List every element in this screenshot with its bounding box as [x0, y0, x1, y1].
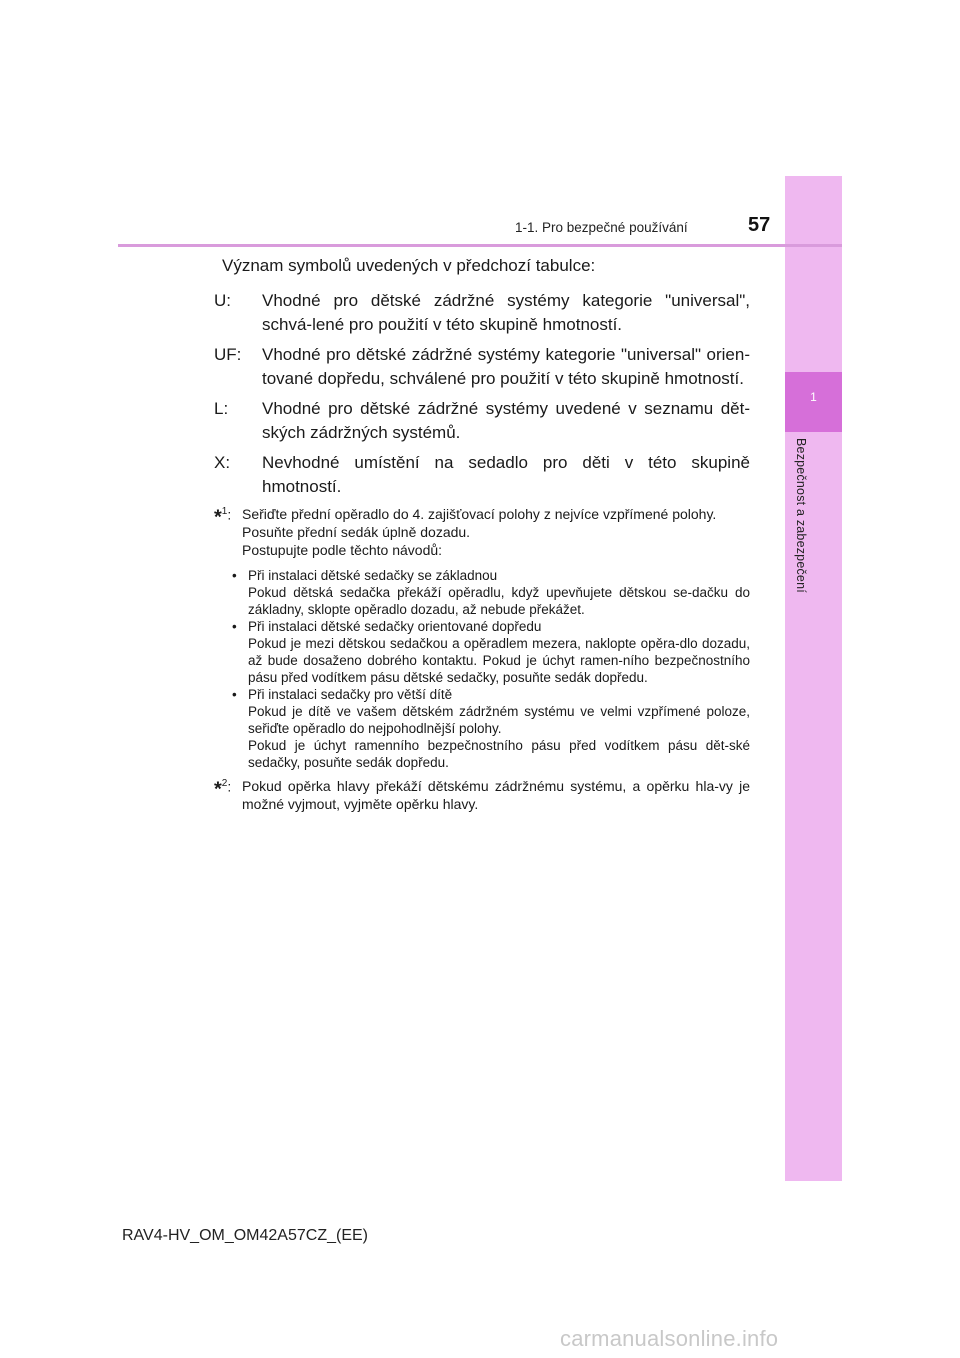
- intro-text: Význam symbolů uvedených v předchozí tabulce:: [222, 256, 596, 275]
- footnote-number: 2: [221, 778, 228, 789]
- definition-key: X:: [214, 453, 231, 472]
- list-item-title: • Při instalaci sedačky pro větší dítě: [248, 687, 453, 702]
- watermark-link[interactable]: carmanualsonline.info: [560, 1326, 779, 1351]
- definition-key: UF:: [214, 345, 242, 364]
- definition-x: [210, 451, 750, 499]
- footnote-1-line-2: Posuňte přední sedák úplně dozadu.: [242, 524, 471, 540]
- footnote-marker: [214, 503, 231, 527]
- footnote-marker: [214, 775, 231, 799]
- footnote-1-line-1: Seřiďte přední opěradlo do 4. zajišťovací polohy z nejvíce vzpřímené polohy.: [242, 506, 717, 522]
- list-item-body: Pokud dětská sedačka překáží opěradlu, když upevňujete dětskou se-dačku do základny, sklopte opěradlo dozadu, až nebude překážet.: [248, 585, 750, 617]
- document-code: RAV4-HV_OM_OM42A57CZ_(EE): [122, 1227, 368, 1244]
- list-item: [230, 567, 750, 618]
- definition-l: [210, 397, 750, 445]
- instructions-list: [210, 567, 750, 771]
- definition-key: L:: [214, 399, 229, 418]
- list-item: [230, 618, 750, 686]
- list-item-title: • Při instalaci dětské sedačky orientované dopředu: [248, 619, 542, 634]
- list-item: [230, 686, 750, 771]
- header-rule: [118, 244, 842, 247]
- footnote-star: *: [214, 778, 222, 801]
- footnote-number: 1: [221, 506, 228, 517]
- section-title: 1-1. Pro bezpečné používání: [515, 220, 688, 235]
- main-content: [210, 255, 750, 813]
- definition-key: U:: [214, 291, 231, 310]
- side-tab-number: 1: [810, 390, 817, 404]
- definition-text: Vhodné pro dětské zádržné systémy kategorie "universal" orien-tované dopředu, schválené pro použití v této skupině hmotností.: [262, 345, 750, 388]
- list-item-title: • Při instalaci dětské sedačky se základnou: [248, 568, 498, 583]
- side-tab: [785, 176, 842, 1181]
- page-number: 57: [748, 214, 771, 236]
- footnote-1: [210, 505, 750, 559]
- list-item-body: Pokud je mezi dětskou sedačkou a opěradlem mezera, naklopte opěra-dlo dozadu, až bude dosaženo dobrého kontaktu. Pokud je úchyt ramen-ního bezpečnostního pásu před vodítkem pásu dětské sedačky, posuňte sedák dopředu.: [248, 636, 750, 685]
- list-item-body-2: Pokud je úchyt ramenního bezpečnostního pásu před vodítkem pásu dět-ské sedačky, posuňte sedák dopředu.: [248, 738, 750, 770]
- footnote-2: [210, 777, 750, 813]
- definition-uf: [210, 343, 750, 391]
- list-item-body: Pokud je dítě ve vašem dětském zádržném systému ve velmi vzpřímené poloze, seřiďte opěradlo do nejpohodlnější polohy.: [248, 704, 750, 736]
- footnote-1-line-3: Postupujte podle těchto návodů:: [242, 542, 443, 558]
- definition-u: [210, 289, 750, 337]
- side-tab-label: Bezpečnost a zabezpečení: [794, 438, 808, 593]
- footnote-colon: :: [227, 778, 232, 795]
- footnote-star: *: [214, 506, 222, 529]
- definition-text: Nevhodné umístění na sedadlo pro děti v této skupině hmotností.: [262, 453, 750, 496]
- definition-text: Vhodné pro dětské zádržné systémy kategorie "universal", schvá-lené pro použití v této skupině hmotností.: [262, 291, 750, 334]
- definition-text: Vhodné pro dětské zádržné systémy uvedené v seznamu dět-ských zádržných systémů.: [262, 399, 750, 442]
- footnote-2-text: Pokud opěrka hlavy překáží dětskému zádržnému systému, a opěrku hla-vy je možné vyjmout, vyjměte opěrku hlavy.: [242, 778, 750, 812]
- footnote-colon: :: [227, 506, 232, 523]
